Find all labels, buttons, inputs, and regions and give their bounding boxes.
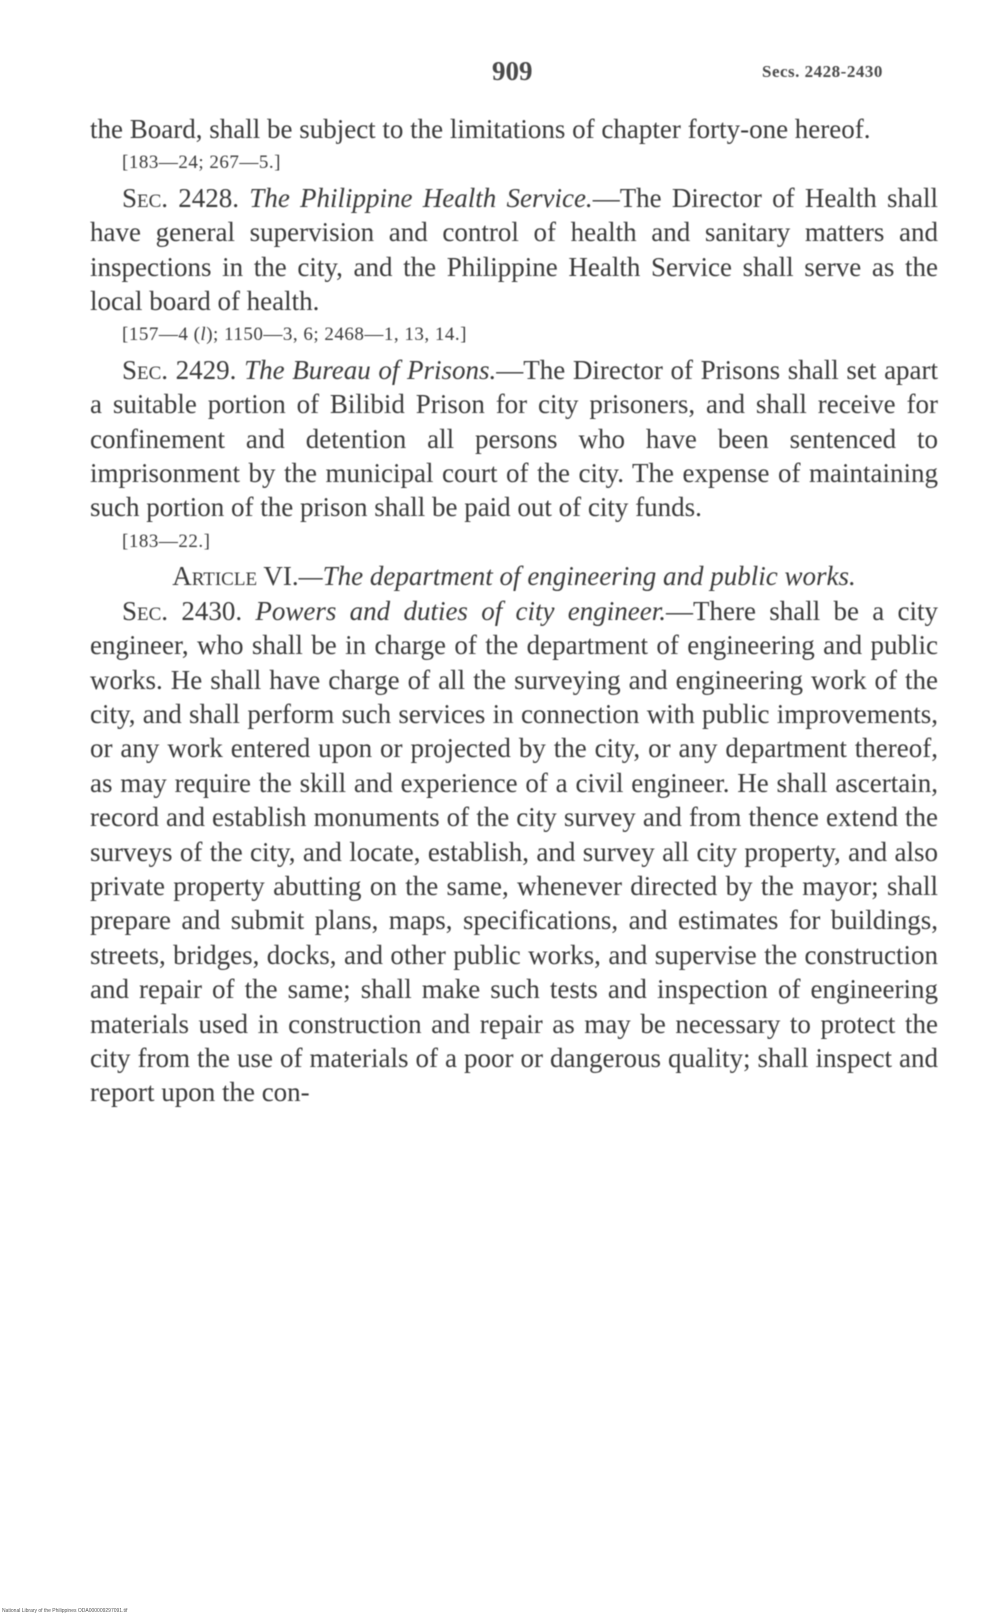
scan-footer: National Library of the Philippines ODA000009297091.tif [2,1608,128,1614]
intro-paragraph [90,112,938,146]
article-label: Article VI. [172,561,299,592]
section-number: Sec. 2429. [122,354,237,385]
article-heading [90,559,938,593]
body-text [90,112,938,1110]
intro-citation: [183—24; 267—5.] [122,152,281,174]
section-title: The Philippine Health Service. [249,182,593,213]
section-title: The Bureau of Prisons. [244,354,497,385]
page-number: 909 [492,56,533,86]
section-text: —The Director of Prisons shall set apart a suitable portion of Bilibid Prison for city prisoners, and shall receive for confinement and detention all persons who have been sentenced to imprisonment by the municipal court of the city. The expense of maintaining such portion of the prison shall be paid out of city funds. [90,354,939,523]
intro-text: the Board, shall be subject to the limitations of chapter forty-one hereof. [90,114,871,144]
article-title: —The department of engineering and public works. [298,561,856,592]
citation-part: ); 1150—3, 6; 2468—1, 13, 14.] [206,324,467,346]
section-range: Secs. 2428-2430 [762,62,883,81]
section-2429-citation: [183—22.] [122,530,211,552]
citation-part: [157—4 ( [122,324,201,346]
section-number: Sec. 2430. [122,595,243,626]
section-2430 [90,594,938,1110]
section-2428 [90,181,938,319]
page-header [0,56,1006,96]
section-number: Sec. 2428. [122,182,240,213]
section-text: —The Director of Health shall have general supervision and control of health and sanitary matters and inspections in the city, and the Philippine Health Service shall serve as the local board of health. [90,182,939,317]
section-2428-citation [90,318,938,352]
section-text: —There shall be a city engineer, who shall be in charge of the department of engineering and public works. He shall have charge of all the surveying and engineering work of the city, and shall perform such services in connection with public improvements, or any work entered upon or projected by the city, or any department thereof, as may require the skill and experience of a civil engineer. He shall ascertain, record and establish monuments of the city survey and from thence extend the surveys of the city, and locate, establish, and survey all city property, and also private property abutting on the same, whenever directed by the mayor; shall prepare and submit plans, maps, specifications, and estimates for buildings, streets, bridges, docks, and other public works, and supervise the construction and repair of the same; shall make such tests and inspection of engineering materials used in construction and repair as may be necessary to protect the city from the use of materials of a poor or dangerous quality; shall inspect and report upon the con- [90,595,939,1108]
section-2429 [90,353,938,525]
section-title: Powers and duties of city engineer. [255,595,666,626]
citation-part-italic: l [200,324,207,346]
